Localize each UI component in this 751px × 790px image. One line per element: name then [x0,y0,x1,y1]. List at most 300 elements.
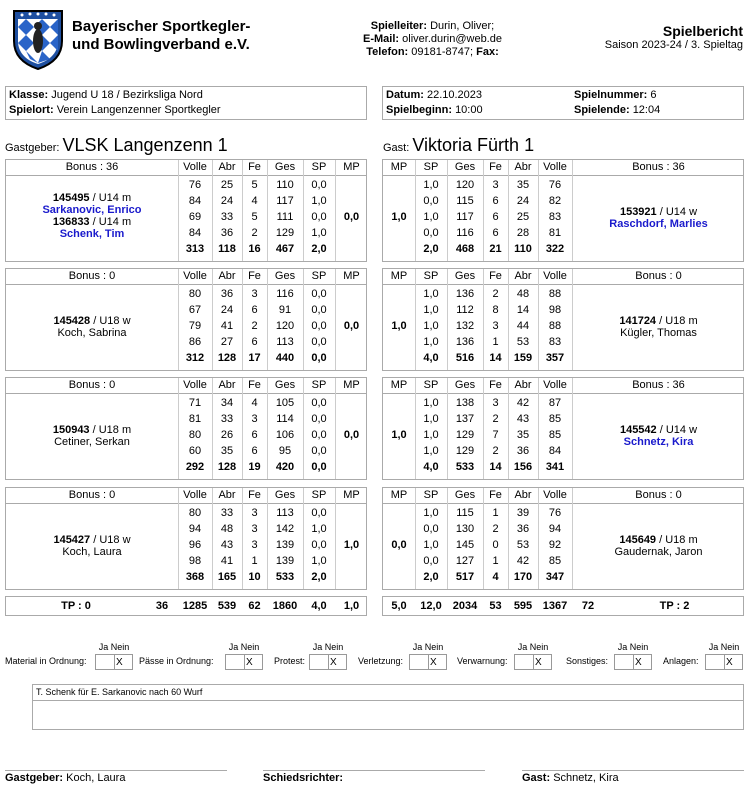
column-header-mp: MP [390,489,408,501]
ja-nein-header: Ja Nein [708,642,740,652]
column-header-ges: Ges [454,270,476,282]
guest-lane-ges: 117 [456,211,474,223]
column-header-sp: SP [423,270,439,282]
host-player-line [6,228,178,240]
host-bonus: Bonus : 0 [68,270,116,282]
host-lane-volle: 60 [188,445,202,457]
host-block-total-sp: 2,0 [311,243,327,255]
guest-lane-sp: 1,0 [423,211,439,223]
column-header-sp: SP [311,161,327,173]
guest-lane-ges: 129 [455,429,475,441]
end-label: Spielende: [574,104,630,116]
federation-name-line2: und Bowlingverband e.V. [72,36,250,53]
player-name: Koch, Sabrina [57,327,127,339]
column-header-abr: Abr [218,379,236,391]
host-lane-sp: 0,0 [311,304,327,316]
host-lane-volle: 98 [188,555,202,567]
checkbox-mark: X [726,657,733,668]
column-header-sp: SP [311,270,327,282]
guest-bonus-total: 72 [581,600,595,612]
host-lane-ges: 95 [278,445,292,457]
column-header-fe: Fe [248,161,261,173]
host-lane-fe: 1 [251,555,258,567]
guest-block-mp: 1,0 [391,429,407,441]
match-time-box [382,86,744,120]
column-header-abr: Abr [514,270,532,282]
host-lane-abr: 33 [220,211,234,223]
guest-block-mp: 1,0 [391,320,407,332]
host-block-total-fe: 10 [248,571,261,583]
guest-lane-sp: 1,0 [423,320,439,332]
host-lane-sp: 0,0 [311,539,327,551]
host-lane-volle: 80 [188,288,202,300]
ja-nein-header: Ja Nein [312,642,344,652]
host-lane-abr: 36 [220,227,234,239]
leiter-label: Spielleiter: [370,20,427,32]
checkbox-divider [633,655,634,669]
player-name: Kügler, Thomas [620,327,697,339]
guest-lane-abr: 24 [516,195,530,207]
referee-signature-label: Schiedsrichter: [263,772,344,784]
check-label-attachments: Anlagen: [663,656,699,666]
host-lane-volle: 76 [188,179,202,191]
host-lane-ges: 114 [276,413,294,425]
player-category: / U18 m [89,424,132,436]
host-lane-sp: 1,0 [311,555,327,567]
player-pass-number: 145649 [619,534,657,546]
guest-total-bar [382,596,744,616]
host-lane-fe: 3 [251,507,258,519]
guest-lane-abr: 28 [516,227,530,239]
guest-block-total-abr: 170 [513,571,533,583]
guest-lane-sp: 0,0 [423,195,439,207]
host-lane-volle: 84 [188,227,202,239]
guest-lane-volle: 76 [548,179,562,191]
host-player-block [5,268,367,371]
guest-lane-fe: 1 [492,336,499,348]
guest-block-mp: 0,0 [391,539,407,551]
checkbox-warning[interactable] [514,654,552,670]
host-block-mp: 0,0 [343,429,360,441]
guest-lane-volle: 92 [548,539,562,551]
check-label-material-ok: Material in Ordnung: [5,656,87,666]
host-signature-line [5,770,227,771]
guest-lane-sp: 0,0 [423,227,439,239]
guest-signature-value: Schnetz, Kira [553,772,619,784]
host-player-line [6,315,178,327]
host-block-total-fe: 19 [248,461,261,473]
player-pass-number: 145495 [52,192,90,204]
host-lane-sp: 0,0 [311,445,327,457]
federation-name-line1: Bayerischer Sportkegler- [72,18,251,35]
host-player-line [6,216,178,228]
host-lane-ges: 139 [275,555,295,567]
checkbox-attachments[interactable] [705,654,743,670]
host-volle-total: 1285 [182,600,208,612]
column-header-volle: Volle [183,379,207,391]
player-name: Sarkanovic, Enrico [42,204,142,216]
guest-player-line [572,206,745,218]
host-total-bar [5,596,367,616]
season-round: Saison 2023-24 / 3. Spieltag [604,39,743,51]
player-name: Koch, Laura [62,546,122,558]
player-name: Schnetz, Kira [623,436,694,448]
column-header-fe: Fe [489,270,502,282]
guest-lane-ges: 138 [455,397,475,409]
guest-lane-abr: 53 [516,539,530,551]
player-category: / U18 m [656,315,698,327]
host-lane-fe: 4 [251,397,258,409]
start-label: Spielbeginn: [386,104,452,116]
class-value: Jugend U 18 / Bezirksliga Nord [51,89,203,101]
host-fe-total: 62 [248,600,261,612]
column-header-volle: Volle [543,270,567,282]
host-lane-fe: 6 [251,445,258,457]
column-header-fe: Fe [248,489,261,501]
guest-player-block [382,159,744,262]
start-value: 10:00 [455,104,483,116]
host-lane-sp: 0,0 [311,288,327,300]
ja-nein-header: Ja Nein [517,642,549,652]
guest-lane-volle: 88 [548,320,562,332]
guest-block-total-fe: 4 [492,571,499,583]
guest-lane-fe: 6 [492,211,499,223]
guest-block-mp: 1,0 [391,211,407,223]
host-player-line [6,424,178,436]
guest-lane-abr: 44 [516,320,530,332]
guest-lane-sp: 1,0 [423,429,439,441]
host-lane-abr: 43 [220,539,234,551]
host-lane-volle: 81 [188,413,202,425]
check-label-protest: Protest: [274,656,306,666]
host-lane-volle: 94 [188,523,202,535]
host-lane-fe: 6 [251,336,258,348]
guest-lane-sp: 0,0 [423,523,439,535]
class-label: Klasse: [9,89,49,101]
column-header-abr: Abr [218,270,236,282]
host-lane-sp: 0,0 [311,336,327,348]
column-header-volle: Volle [183,489,207,501]
host-lane-ges: 142 [275,523,295,535]
host-lane-sp: 0,0 [311,397,327,409]
host-block-total-ges: 533 [275,571,295,583]
venue-value: Verein Langenzenner Sportkegler [56,104,221,116]
check-label-injury: Verletzung: [358,656,404,666]
guest-tp: TP : 2 [659,600,690,612]
host-lane-fe: 2 [251,320,258,332]
player-category: / U18 w [90,534,131,546]
remarks-text: T. Schenk für E. Sarkanovic nach 60 Wurf [36,687,203,697]
guest-lane-fe: 3 [492,397,499,409]
guest-lane-ges: 120 [455,179,475,191]
column-header-sp: SP [311,379,327,391]
column-header-ges: Ges [454,161,476,173]
column-header-abr: Abr [514,379,532,391]
guest-lane-abr: 48 [516,288,530,300]
host-lane-volle: 86 [188,336,202,348]
host-lane-sp: 1,0 [311,227,327,239]
checkbox-material-ok[interactable] [95,654,133,670]
host-lane-abr: 34 [220,397,234,409]
host-lane-ges: 113 [276,336,294,348]
host-lane-ges: 110 [276,179,294,191]
host-bonus: Bonus : 0 [68,379,116,391]
host-abr-total: 539 [217,600,237,612]
guest-lane-abr: 39 [516,507,530,519]
column-header-abr: Abr [514,489,532,501]
guest-ges-total: 2034 [452,600,478,612]
remarks-divider [33,700,743,701]
host-sp-total: 4,0 [311,600,327,612]
host-lane-fe: 2 [251,227,258,239]
host-block-total-ges: 467 [275,243,295,255]
column-header-volle: Volle [183,270,207,282]
guest-lane-fe: 0 [492,539,499,551]
host-lane-abr: 24 [220,195,234,207]
column-header-volle: Volle [183,161,207,173]
end-value: 12:04 [632,104,661,116]
guest-lane-fe: 2 [492,288,499,300]
report-heading [605,24,743,52]
guest-player-line [572,424,745,436]
guest-lane-sp: 1,0 [423,445,439,457]
checkbox-other[interactable] [614,654,652,670]
guest-bonus: Bonus : 36 [632,161,685,173]
host-block-total-ges: 420 [275,461,295,473]
federation-logo [10,7,66,71]
column-header-fe: Fe [489,161,502,173]
guest-lane-abr: 53 [516,336,530,348]
host-lane-sp: 0,0 [311,320,327,332]
column-header-mp: MP [390,379,408,391]
guest-lane-sp: 1,0 [423,413,439,425]
guest-lane-abr: 42 [516,397,530,409]
host-block-total-sp: 2,0 [311,571,327,583]
host-player-line [6,436,178,448]
host-lane-sp: 0,0 [311,429,327,441]
column-header-ges: Ges [454,379,476,391]
guest-lane-volle: 85 [548,429,562,441]
guest-lane-volle: 85 [548,413,562,425]
checkbox-mark: X [535,657,542,668]
host-lane-sp: 0,0 [311,179,327,191]
player-pass-number: 136833 [52,216,90,228]
guest-lane-abr: 35 [516,179,530,191]
host-ges-total: 1860 [272,600,298,612]
host-lane-abr: 27 [220,336,234,348]
match-number-label: Spielnummer: [574,89,648,101]
guest-block-total-sp: 2,0 [423,243,439,255]
ja-nein-header: Ja Nein [617,642,649,652]
guest-fe-total: 53 [489,600,502,612]
player-category: / U14 w [656,424,698,436]
guest-lane-fe: 2 [492,523,499,535]
guest-lane-ges: 129 [455,445,475,457]
fax-label: Fax: [476,46,499,58]
column-header-ges: Ges [274,489,296,501]
guest-lane-ges: 115 [456,195,474,207]
referee-signature [263,772,343,784]
host-lane-volle: 71 [188,397,202,409]
guest-label: Gast: [383,142,410,154]
remarks-box [32,684,744,730]
guest-lane-sp: 1,0 [423,336,439,348]
guest-lane-fe: 8 [492,304,499,316]
ja-nein-header: Ja Nein [98,642,130,652]
guest-bonus: Bonus : 0 [635,270,682,282]
column-header-sp: SP [423,489,439,501]
host-block-total-abr: 128 [217,352,237,364]
date-label: Datum: [386,89,424,101]
host-lane-abr: 36 [220,288,234,300]
column-header-volle: Volle [543,379,567,391]
host-lane-volle: 69 [188,211,202,223]
guest-lane-fe: 2 [492,413,499,425]
column-header-sp: SP [423,379,439,391]
host-player-line [6,204,178,216]
host-bonus: Bonus : 0 [68,489,116,501]
guest-player-line [572,315,745,327]
player-category: / U18 m [656,534,698,546]
host-lane-fe: 4 [251,195,258,207]
guest-lane-volle: 82 [548,195,562,207]
guest-player-block [382,377,744,480]
host-player-line [6,192,178,204]
player-pass-number: 145542 [619,424,657,436]
column-header-sp: SP [311,489,327,501]
host-block-mp: 0,0 [343,211,360,223]
guest-block-total-fe: 21 [489,243,502,255]
host-block-total-ges: 440 [275,352,295,364]
guest-lane-fe: 6 [492,195,499,207]
host-lane-ges: 120 [275,320,295,332]
guest-lane-abr: 25 [516,211,530,223]
checkbox-protest[interactable] [309,654,347,670]
checkbox-mark: X [430,657,437,668]
guest-mp-total: 5,0 [391,600,407,612]
host-bonus-total: 36 [155,600,169,612]
host-block-total-volle: 313 [185,243,205,255]
host-block-total-volle: 312 [185,352,205,364]
guest-block-total-abr: 156 [513,461,533,473]
host-lane-ges: 106 [275,429,295,441]
checkbox-divider [724,655,725,669]
host-block-total-abr: 128 [217,461,237,473]
ja-nein-header: Ja Nein [228,642,260,652]
guest-lane-abr: 42 [516,555,530,567]
guest-lane-volle: 98 [548,304,562,316]
checkbox-passes-ok[interactable] [225,654,263,670]
ja-nein-header: Ja Nein [412,642,444,652]
host-lane-fe: 3 [251,523,258,535]
host-block-total-volle: 368 [185,571,205,583]
host-signature-value: Koch, Laura [66,772,126,784]
guest-lane-sp: 0,0 [423,555,439,567]
guest-team-heading [383,135,534,156]
guest-block-total-abr: 110 [514,243,532,255]
host-label: Gastgeber: [5,142,60,154]
host-lane-fe: 3 [251,539,258,551]
guest-lane-ges: 137 [455,413,475,425]
checkbox-injury[interactable] [409,654,447,670]
column-header-ges: Ges [274,270,296,282]
guest-lane-ges: 127 [455,555,475,567]
guest-lane-volle: 87 [548,397,562,409]
guest-block-total-ges: 517 [455,571,475,583]
host-block-total-abr: 165 [217,571,237,583]
guest-lane-sp: 1,0 [423,288,439,300]
guest-block-total-abr: 159 [513,352,533,364]
column-header-fe: Fe [248,270,261,282]
guest-lane-ges: 136 [455,288,475,300]
guest-lane-fe: 2 [492,445,499,457]
host-lane-fe: 3 [251,413,258,425]
guest-block-total-sp: 4,0 [423,461,439,473]
column-header-mp: MP [343,489,360,501]
guest-lane-sp: 1,0 [423,179,439,191]
player-pass-number: 145428 [53,315,91,327]
guest-lane-volle: 85 [548,555,562,567]
guest-lane-abr: 36 [516,445,530,457]
host-team-name: VLSK Langenzenn 1 [62,135,228,155]
checkbox-divider [533,655,534,669]
host-lane-ges: 129 [275,227,295,239]
guest-lane-sp: 1,0 [423,397,439,409]
guest-block-total-fe: 14 [489,352,502,364]
host-bonus: Bonus : 36 [65,161,119,173]
guest-lane-abr: 35 [516,429,530,441]
guest-signature [522,772,619,784]
guest-signature-label: Gast: [522,772,551,784]
column-header-volle: Volle [543,489,567,501]
leiter-value: Durin, Oliver; [430,20,495,32]
checkbox-divider [328,655,329,669]
host-lane-abr: 48 [220,523,234,535]
guest-lane-fe: 1 [492,555,499,567]
guest-block-total-ges: 533 [455,461,475,473]
player-category: / U14 m [89,192,132,204]
host-lane-sp: 0,0 [311,507,327,519]
check-label-passes-ok: Pässe in Ordnung: [139,656,214,666]
contact-block [290,20,575,59]
host-lane-ges: 105 [275,397,295,409]
report-title: Spielbericht [662,23,743,39]
guest-lane-volle: 81 [548,227,562,239]
guest-player-line [572,327,745,339]
host-lane-abr: 24 [220,304,234,316]
guest-lane-sp: 1,0 [423,507,439,519]
host-lane-volle: 79 [188,320,202,332]
column-header-abr: Abr [514,161,532,173]
host-lane-abr: 26 [220,429,234,441]
venue-label: Spielort: [9,104,54,116]
column-header-sp: SP [423,161,439,173]
guest-lane-ges: 145 [455,539,475,551]
host-player-block [5,159,367,262]
guest-lane-ges: 132 [455,320,475,332]
guest-block-total-ges: 468 [455,243,475,255]
guest-lane-abr: 43 [516,413,530,425]
guest-block-total-volle: 357 [545,352,565,364]
match-class-box [5,86,367,120]
column-header-fe: Fe [489,489,502,501]
host-lane-ges: 139 [275,539,295,551]
host-block-mp: 1,0 [343,539,360,551]
host-block-total-abr: 118 [218,243,236,255]
checkbox-mark: X [116,657,123,668]
guest-bonus: Bonus : 36 [632,379,685,391]
host-tp: TP : 0 [61,600,91,612]
